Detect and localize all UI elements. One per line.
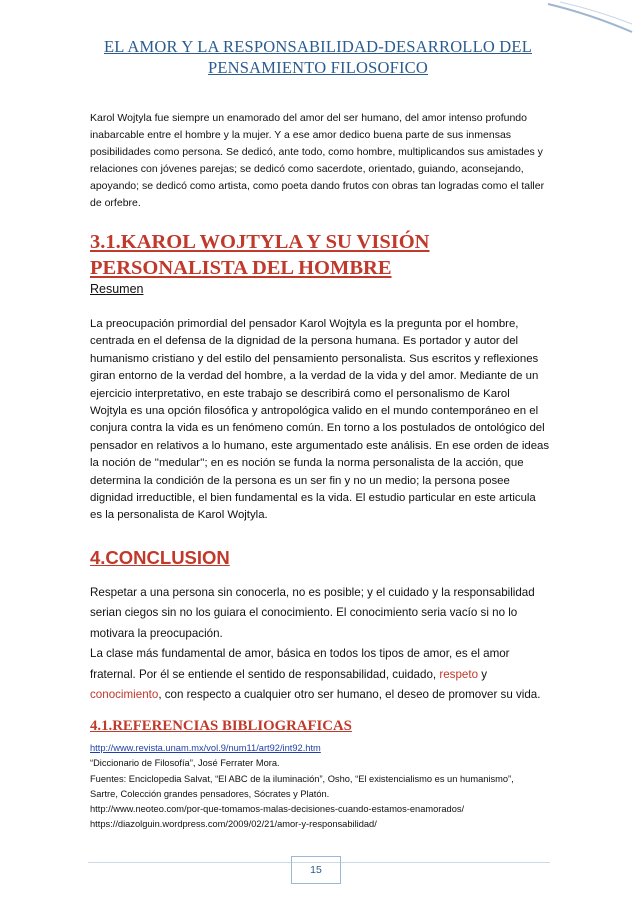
reference-item: Fuentes: Enciclopedia Salvat, “El ABC de la iluminación”, Osho, “El existencialismo es un humanismo”, bbox=[90, 773, 514, 784]
conclusion-body bbox=[90, 583, 550, 705]
conclusion-paragraph-2 bbox=[90, 644, 550, 705]
references-heading: 4.1.REFERENCIAS BIBLIOGRAFICAS bbox=[90, 718, 352, 734]
reference-link[interactable]: http://www.revista.unam.mx/vol.9/num11/art92/int92.htm bbox=[90, 743, 321, 753]
reference-item: Sartre, Colección grandes pensadores, Sócrates y Platón. bbox=[90, 788, 330, 799]
conclusion-paragraph-1: Respetar a una persona sin conocerla, no es posible; y el cuidado y la responsabilidad serian ciegos sin no los guiara el conocimiento. El conocimiento seria vacío si no lo motivara la preocupación. bbox=[90, 586, 535, 640]
reference-item: “Diccionario de Filosofía”, José Ferrater Mora. bbox=[90, 758, 280, 769]
references-list bbox=[90, 741, 550, 833]
highlight-respeto: respeto bbox=[439, 667, 479, 681]
resumen-label: Resumen bbox=[90, 282, 144, 296]
conclusion-text-start: La clase más fundamental de amor, básica en todos los tipos de amor, es el amor fraternal. Por él se entiende el sentido de responsabilidad, cuidado, bbox=[90, 647, 510, 681]
conclusion-heading: 4.CONCLUSION bbox=[90, 547, 230, 568]
section-heading: 3.1.KAROL WOJTYLA Y SU VISIÓN PERSONALISTA DEL HOMBRE bbox=[90, 231, 430, 279]
abstract-paragraph: La preocupación primordial del pensador Karol Wojtyla es la pregunta por el hombre, centrada en el defensa de la dignidad de la persona humana. Es portador y autor del humanismo cristiano y del estilo del pensamiento personalista. Sus escritos y reflexiones giran entorno de la verdad del hombre, a la verdad de la vida y del amor. Mediante de un ejercicio interpretativo, en este trabajo se describirá como el personalismo de Karol Wojtyla es una opción filosófica y antropológica valido en el mundo contemporáneo en el conjura contra la vida es un fenómeno común. En torno a los postulados de ontológico del pensador en relativos a lo humano, este argumentado este análisis. En ese orden de ideas la noción de ''medular''; en es noción se funda la norma personalista de la acción, que determina la condición de la persona es un ser fin y no un medio; la persona posee dignidad irreductible, el bien fundamental es la vida. El estudio particular en este articula es la personalista de Karol Wojtyla. bbox=[90, 318, 550, 522]
highlight-conocimiento: conocimiento bbox=[90, 688, 159, 702]
page-header-title: EL AMOR Y LA RESPONSABILIDAD-DESARROLLO DEL PENSAMIENTO FILOSOFICO bbox=[104, 37, 532, 77]
intro-paragraph: Karol Wojtyla fue siempre un enamorado del amor del ser humano, del amor intenso profundo inabarcable entre el hombre y la mujer. Y a ese amor dedico buena parte de sus inmensas posibilidades como persona. Se dedicó, ante todo, como hombre, multiplicandos sus amistades y relaciones con jóvenes parejas; se dedicó como sacerdote, orientado, guiando, aconsejando, apoyando; se dedicó como artista, como poeta dando frutos con obras tan logradas como el taller de orfebre. bbox=[90, 112, 545, 209]
conclusion-text-end: , con respecto a cualquier otro ser humano, el deseo de promover su vida. bbox=[158, 688, 541, 702]
reference-item: https://diazolguin.wordpress.com/2009/02/21/amor-y-responsabilidad/ bbox=[90, 819, 377, 830]
corner-decoration bbox=[0, 0, 638, 40]
reference-item: http://www.neoteo.com/por-que-tomamos-malas-decisiones-cuando-estamos-enamorados/ bbox=[90, 804, 465, 815]
conclusion-text-mid: y bbox=[478, 667, 488, 681]
page-number: 15 bbox=[291, 856, 341, 884]
